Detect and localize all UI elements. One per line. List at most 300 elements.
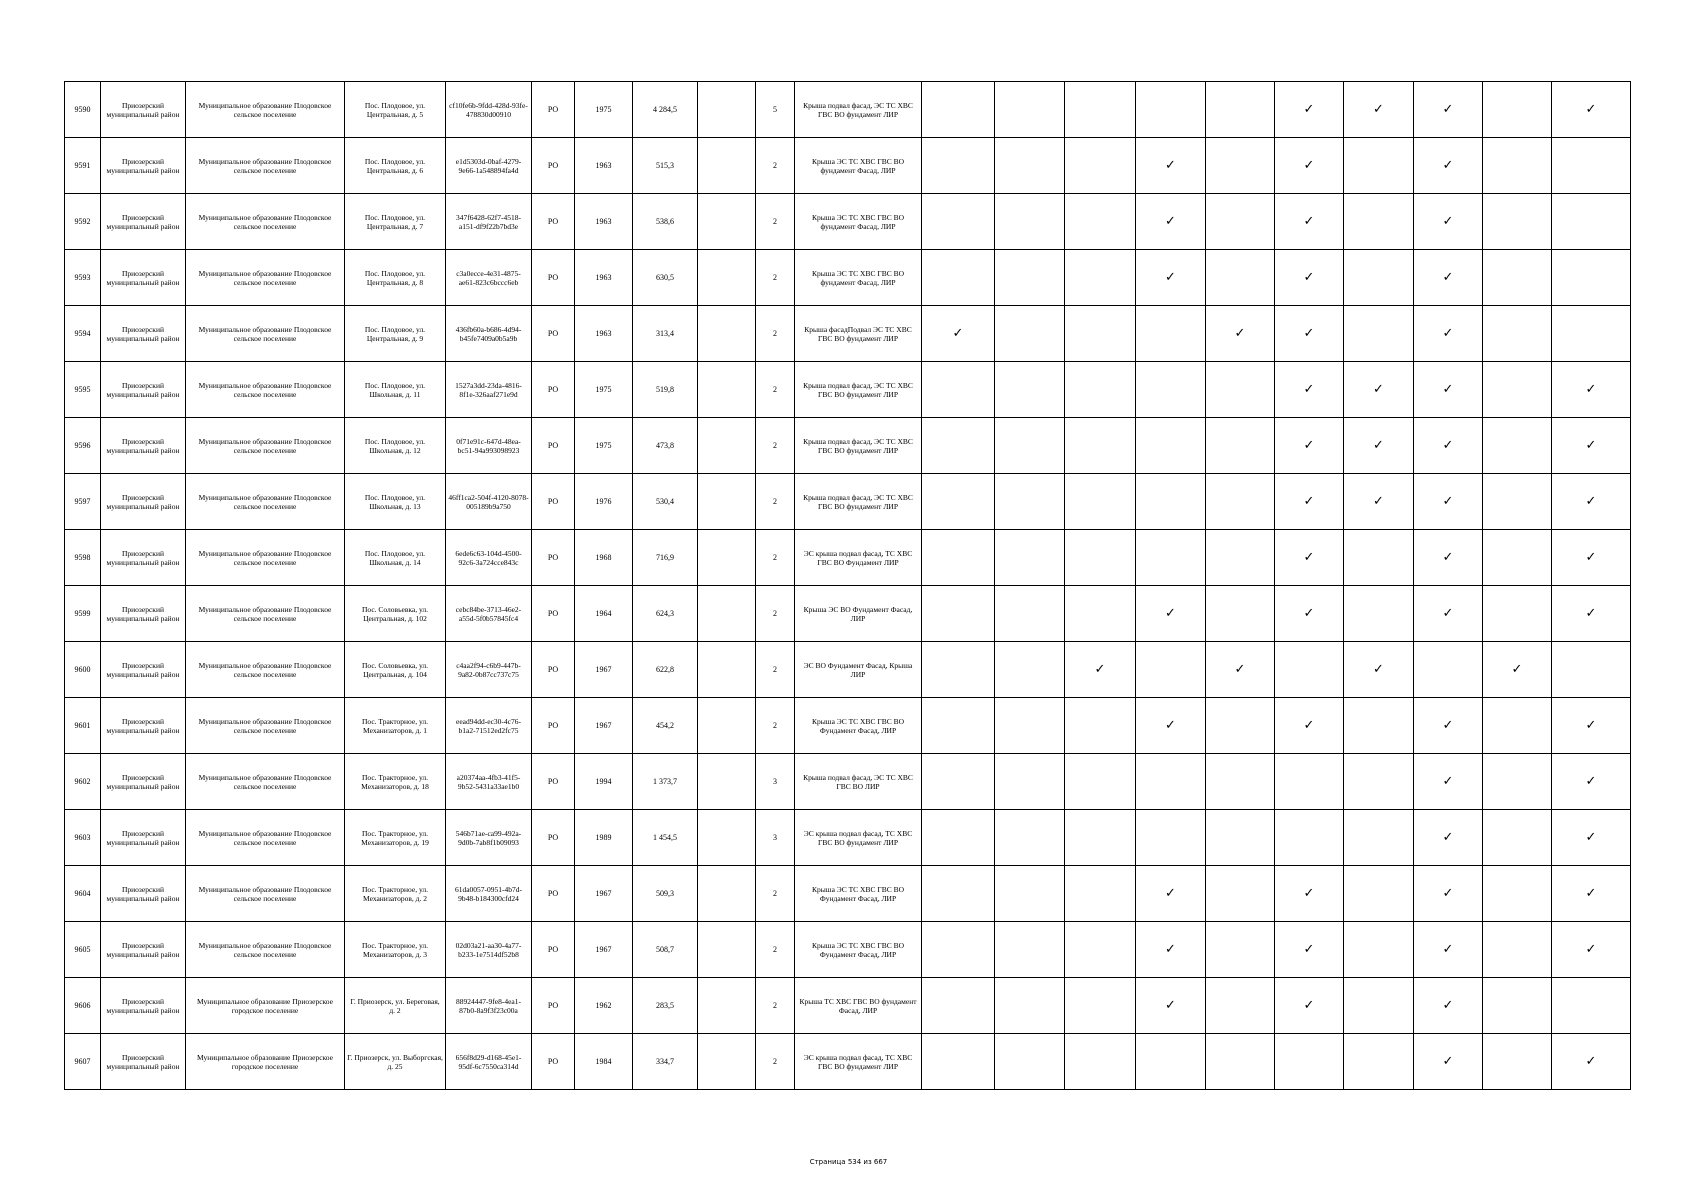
- empty-cell: [698, 698, 756, 754]
- empty-check-cell: [1065, 250, 1136, 306]
- build-year-cell: 1975: [575, 82, 633, 138]
- check-mark-icon: ✓: [1414, 586, 1483, 642]
- ownership-kind-cell: РО: [532, 82, 575, 138]
- guid-cell: 02d03a21-aa30-4a77-b233-1e7514df52b8: [446, 922, 532, 978]
- empty-check-cell: [922, 642, 995, 698]
- works-cell: Крыша подвал фасад, ЭС ТС ХВС ГВС ВО ЛИР: [795, 754, 922, 810]
- page-footer: Страница 534 из 667: [809, 1158, 888, 1166]
- empty-cell: [698, 194, 756, 250]
- area-cell: 509,3: [633, 866, 698, 922]
- empty-check-cell: [1136, 418, 1206, 474]
- check-mark-icon: ✓: [1344, 642, 1414, 698]
- empty-check-cell: [1206, 698, 1275, 754]
- guid-cell: 1527a3dd-23da-4816-8f1e-326aaf271e9d: [446, 362, 532, 418]
- empty-cell: [698, 810, 756, 866]
- check-mark-icon: ✓: [1344, 474, 1414, 530]
- empty-check-cell: [1275, 754, 1344, 810]
- check-mark-icon: ✓: [1552, 922, 1631, 978]
- check-mark-icon: ✓: [1275, 362, 1344, 418]
- works-cell: Крыша ЭС ТС ХВС ГВС ВО Фундамент Фасад, ЛИР: [795, 698, 922, 754]
- empty-check-cell: [1206, 530, 1275, 586]
- empty-check-cell: [922, 698, 995, 754]
- check-mark-icon: ✓: [1414, 810, 1483, 866]
- guid-cell: cebc84be-3713-46e2-a55d-5f0b57845fc4: [446, 586, 532, 642]
- empty-check-cell: [922, 866, 995, 922]
- floors-cell: 2: [756, 418, 795, 474]
- table-row: [65, 530, 1631, 586]
- empty-check-cell: [1206, 474, 1275, 530]
- address-cell: Пос. Плодовое, ул. Школьная, д. 14: [345, 530, 446, 586]
- empty-check-cell: [995, 362, 1065, 418]
- empty-check-cell: [1206, 586, 1275, 642]
- ownership-kind-cell: РО: [532, 754, 575, 810]
- guid-cell: 6ede6c63-104d-4500-92c6-3a724cce843c: [446, 530, 532, 586]
- empty-check-cell: [1344, 866, 1414, 922]
- address-cell: Пос. Соловьевка, ул. Центральная, д. 104: [345, 642, 446, 698]
- area-cell: 624,3: [633, 586, 698, 642]
- empty-check-cell: [922, 978, 995, 1034]
- row-number: 9592: [65, 194, 101, 250]
- empty-check-cell: [1344, 530, 1414, 586]
- empty-check-cell: [1136, 754, 1206, 810]
- address-cell: Пос. Плодовое, ул. Школьная, д. 12: [345, 418, 446, 474]
- check-mark-icon: ✓: [1136, 194, 1206, 250]
- empty-check-cell: [995, 306, 1065, 362]
- area-cell: 519,8: [633, 362, 698, 418]
- empty-check-cell: [1483, 362, 1552, 418]
- empty-check-cell: [1344, 250, 1414, 306]
- empty-check-cell: [1206, 922, 1275, 978]
- build-year-cell: 1967: [575, 922, 633, 978]
- address-cell: Г. Приозерск, ул. Выборгская, д. 25: [345, 1034, 446, 1090]
- works-cell: Крыша ЭС ТС ХВС ГВС ВО Фундамент Фасад, ЛИР: [795, 866, 922, 922]
- build-year-cell: 1994: [575, 754, 633, 810]
- floors-cell: 2: [756, 306, 795, 362]
- empty-check-cell: [1206, 1034, 1275, 1090]
- address-cell: Пос. Тракторное, ул. Механизаторов, д. 1: [345, 698, 446, 754]
- row-number: 9595: [65, 362, 101, 418]
- empty-cell: [698, 1034, 756, 1090]
- table-row: [65, 1034, 1631, 1090]
- district-cell: Приозерский муниципальный район: [101, 474, 186, 530]
- check-mark-icon: ✓: [1344, 418, 1414, 474]
- check-mark-icon: ✓: [1552, 698, 1631, 754]
- empty-check-cell: [1483, 138, 1552, 194]
- district-cell: Приозерский муниципальный район: [101, 586, 186, 642]
- table-row: [65, 82, 1631, 138]
- check-mark-icon: ✓: [1414, 250, 1483, 306]
- check-mark-icon: ✓: [1275, 138, 1344, 194]
- row-number: 9591: [65, 138, 101, 194]
- build-year-cell: 1963: [575, 306, 633, 362]
- area-cell: 538,6: [633, 194, 698, 250]
- floors-cell: 2: [756, 1034, 795, 1090]
- empty-check-cell: [1344, 810, 1414, 866]
- check-mark-icon: ✓: [1275, 698, 1344, 754]
- empty-check-cell: [1206, 362, 1275, 418]
- check-mark-icon: ✓: [1552, 530, 1631, 586]
- empty-check-cell: [922, 530, 995, 586]
- row-number: 9603: [65, 810, 101, 866]
- ownership-kind-cell: РО: [532, 922, 575, 978]
- check-mark-icon: ✓: [1065, 642, 1136, 698]
- empty-cell: [698, 754, 756, 810]
- floors-cell: 3: [756, 810, 795, 866]
- empty-check-cell: [1483, 194, 1552, 250]
- address-cell: Пос. Тракторное, ул. Механизаторов, д. 2: [345, 866, 446, 922]
- check-mark-icon: ✓: [1552, 810, 1631, 866]
- empty-check-cell: [1136, 810, 1206, 866]
- empty-check-cell: [922, 586, 995, 642]
- floors-cell: 2: [756, 194, 795, 250]
- empty-cell: [698, 306, 756, 362]
- guid-cell: 88924447-9fe8-4ea1-87b0-8a9f3f23c00a: [446, 978, 532, 1034]
- empty-check-cell: [1136, 362, 1206, 418]
- empty-check-cell: [1483, 530, 1552, 586]
- empty-check-cell: [995, 250, 1065, 306]
- build-year-cell: 1968: [575, 530, 633, 586]
- floors-cell: 5: [756, 82, 795, 138]
- district-cell: Приозерский муниципальный район: [101, 194, 186, 250]
- build-year-cell: 1984: [575, 1034, 633, 1090]
- empty-cell: [698, 586, 756, 642]
- row-number: 9606: [65, 978, 101, 1034]
- empty-check-cell: [1414, 642, 1483, 698]
- empty-check-cell: [1344, 586, 1414, 642]
- guid-cell: e1d5303d-0baf-4279-9e66-1a548894fa4d: [446, 138, 532, 194]
- empty-check-cell: [1344, 978, 1414, 1034]
- works-cell: ЭС крыша подвал фасад, ТС ХВС ГВС ВО Фундамент ЛИР: [795, 530, 922, 586]
- table-row: [65, 586, 1631, 642]
- check-mark-icon: ✓: [1414, 362, 1483, 418]
- empty-check-cell: [1206, 138, 1275, 194]
- district-cell: Приозерский муниципальный район: [101, 362, 186, 418]
- table-row: [65, 138, 1631, 194]
- works-cell: ЭС крыша подвал фасад, ТС ХВС ГВС ВО фундамент ЛИР: [795, 810, 922, 866]
- check-mark-icon: ✓: [1275, 530, 1344, 586]
- ownership-kind-cell: РО: [532, 978, 575, 1034]
- district-cell: Приозерский муниципальный район: [101, 922, 186, 978]
- municipality-cell: Муниципальное образование Плодовское сельское поселение: [186, 306, 345, 362]
- build-year-cell: 1967: [575, 642, 633, 698]
- area-cell: 515,3: [633, 138, 698, 194]
- check-mark-icon: ✓: [1136, 138, 1206, 194]
- district-cell: Приозерский муниципальный район: [101, 754, 186, 810]
- ownership-kind-cell: РО: [532, 586, 575, 642]
- guid-cell: 46ff1ca2-504f-4120-8078-005189b9a750: [446, 474, 532, 530]
- empty-check-cell: [995, 138, 1065, 194]
- municipality-cell: Муниципальное образование Плодовское сельское поселение: [186, 194, 345, 250]
- municipality-cell: Муниципальное образование Плодовское сельское поселение: [186, 586, 345, 642]
- municipality-cell: Муниципальное образование Приозерское городское поселение: [186, 978, 345, 1034]
- works-cell: ЭС ВО Фундамент Фасад, Крыша ЛИР: [795, 642, 922, 698]
- ownership-kind-cell: РО: [532, 810, 575, 866]
- empty-check-cell: [1344, 698, 1414, 754]
- table-row: [65, 810, 1631, 866]
- empty-check-cell: [995, 922, 1065, 978]
- check-mark-icon: ✓: [1275, 586, 1344, 642]
- district-cell: Приозерский муниципальный район: [101, 530, 186, 586]
- ownership-kind-cell: РО: [532, 1034, 575, 1090]
- guid-cell: c3a0ecce-4e31-4875-ae61-823c6bccc6eb: [446, 250, 532, 306]
- area-cell: 622,8: [633, 642, 698, 698]
- empty-check-cell: [1483, 418, 1552, 474]
- build-year-cell: 1963: [575, 250, 633, 306]
- municipality-cell: Муниципальное образование Плодовское сельское поселение: [186, 138, 345, 194]
- empty-check-cell: [1552, 250, 1631, 306]
- row-number: 9598: [65, 530, 101, 586]
- works-cell: Крыша ЭС ВО Фундамент Фасад, ЛИР: [795, 586, 922, 642]
- municipality-cell: Муниципальное образование Плодовское сельское поселение: [186, 922, 345, 978]
- empty-cell: [698, 362, 756, 418]
- ownership-kind-cell: РО: [532, 866, 575, 922]
- works-cell: Крыша подвал фасад, ЭС ТС ХВС ГВС ВО фундамент ЛИР: [795, 418, 922, 474]
- empty-check-cell: [922, 810, 995, 866]
- floors-cell: 2: [756, 138, 795, 194]
- empty-check-cell: [922, 82, 995, 138]
- empty-check-cell: [1483, 250, 1552, 306]
- table-row: [65, 418, 1631, 474]
- empty-check-cell: [995, 1034, 1065, 1090]
- empty-check-cell: [1206, 250, 1275, 306]
- check-mark-icon: ✓: [1414, 530, 1483, 586]
- empty-check-cell: [1344, 306, 1414, 362]
- table-row: [65, 866, 1631, 922]
- check-mark-icon: ✓: [1552, 866, 1631, 922]
- build-year-cell: 1967: [575, 698, 633, 754]
- row-number: 9605: [65, 922, 101, 978]
- empty-check-cell: [995, 810, 1065, 866]
- guid-cell: cf10fe6b-9fdd-428d-93fe-478830d00910: [446, 82, 532, 138]
- empty-check-cell: [922, 250, 995, 306]
- empty-check-cell: [1206, 82, 1275, 138]
- district-cell: Приозерский муниципальный район: [101, 138, 186, 194]
- area-cell: 716,9: [633, 530, 698, 586]
- check-mark-icon: ✓: [1552, 418, 1631, 474]
- empty-cell: [698, 82, 756, 138]
- empty-check-cell: [1344, 754, 1414, 810]
- check-mark-icon: ✓: [1275, 474, 1344, 530]
- empty-check-cell: [1206, 194, 1275, 250]
- empty-check-cell: [1552, 138, 1631, 194]
- row-number: 9602: [65, 754, 101, 810]
- check-mark-icon: ✓: [1414, 922, 1483, 978]
- floors-cell: 2: [756, 866, 795, 922]
- row-number: 9597: [65, 474, 101, 530]
- check-mark-icon: ✓: [1136, 698, 1206, 754]
- check-mark-icon: ✓: [1275, 418, 1344, 474]
- area-cell: 530,4: [633, 474, 698, 530]
- works-cell: Крыша подвал фасад, ЭС ТС ХВС ГВС ВО фундамент ЛИР: [795, 362, 922, 418]
- area-cell: 313,4: [633, 306, 698, 362]
- check-mark-icon: ✓: [1136, 866, 1206, 922]
- ownership-kind-cell: РО: [532, 138, 575, 194]
- check-mark-icon: ✓: [1414, 754, 1483, 810]
- empty-cell: [698, 866, 756, 922]
- district-cell: Приозерский муниципальный район: [101, 866, 186, 922]
- municipality-cell: Муниципальное образование Плодовское сельское поселение: [186, 810, 345, 866]
- works-cell: Крыша подвал фасад, ЭС ТС ХВС ГВС ВО фундамент ЛИР: [795, 474, 922, 530]
- empty-check-cell: [1136, 474, 1206, 530]
- check-mark-icon: ✓: [1414, 82, 1483, 138]
- area-cell: 283,5: [633, 978, 698, 1034]
- empty-check-cell: [1065, 922, 1136, 978]
- row-number: 9596: [65, 418, 101, 474]
- row-number: 9600: [65, 642, 101, 698]
- address-cell: Г. Приозерск, ул. Береговая, д. 2: [345, 978, 446, 1034]
- table-row: [65, 362, 1631, 418]
- municipality-cell: Муниципальное образование Плодовское сельское поселение: [186, 698, 345, 754]
- address-cell: Пос. Соловьевка, ул. Центральная, д. 102: [345, 586, 446, 642]
- empty-cell: [698, 642, 756, 698]
- check-mark-icon: ✓: [1552, 362, 1631, 418]
- build-year-cell: 1989: [575, 810, 633, 866]
- empty-check-cell: [1136, 306, 1206, 362]
- empty-cell: [698, 530, 756, 586]
- build-year-cell: 1967: [575, 866, 633, 922]
- area-cell: 473,8: [633, 418, 698, 474]
- guid-cell: eead94dd-ec30-4c76-b1a2-71512ed2fc75: [446, 698, 532, 754]
- table-row: [65, 922, 1631, 978]
- table-row: [65, 754, 1631, 810]
- municipality-cell: Муниципальное образование Плодовское сельское поселение: [186, 250, 345, 306]
- empty-check-cell: [1483, 698, 1552, 754]
- works-cell: Крыша ЭС ТС ХВС ГВС ВО фундамент Фасад, ЛИР: [795, 194, 922, 250]
- empty-check-cell: [1483, 586, 1552, 642]
- ownership-kind-cell: РО: [532, 250, 575, 306]
- check-mark-icon: ✓: [1414, 138, 1483, 194]
- address-cell: Пос. Плодовое, ул. Школьная, д. 11: [345, 362, 446, 418]
- empty-check-cell: [995, 474, 1065, 530]
- empty-check-cell: [1206, 754, 1275, 810]
- district-cell: Приозерский муниципальный район: [101, 82, 186, 138]
- ownership-kind-cell: РО: [532, 306, 575, 362]
- check-mark-icon: ✓: [1414, 1034, 1483, 1090]
- check-mark-icon: ✓: [1483, 642, 1552, 698]
- works-cell: Крыша ЭС ТС ХВС ГВС ВО фундамент Фасад, ЛИР: [795, 250, 922, 306]
- district-cell: Приозерский муниципальный район: [101, 250, 186, 306]
- area-cell: 334,7: [633, 1034, 698, 1090]
- ownership-kind-cell: РО: [532, 362, 575, 418]
- empty-cell: [698, 418, 756, 474]
- build-year-cell: 1976: [575, 474, 633, 530]
- empty-check-cell: [922, 474, 995, 530]
- empty-cell: [698, 250, 756, 306]
- check-mark-icon: ✓: [1552, 1034, 1631, 1090]
- district-cell: Приозерский муниципальный район: [101, 418, 186, 474]
- municipality-cell: Муниципальное образование Плодовское сельское поселение: [186, 754, 345, 810]
- floors-cell: 3: [756, 754, 795, 810]
- table-row: [65, 698, 1631, 754]
- empty-check-cell: [1065, 698, 1136, 754]
- build-year-cell: 1975: [575, 362, 633, 418]
- check-mark-icon: ✓: [1344, 362, 1414, 418]
- municipality-cell: Муниципальное образование Плодовское сельское поселение: [186, 474, 345, 530]
- empty-check-cell: [922, 138, 995, 194]
- empty-check-cell: [1065, 82, 1136, 138]
- floors-cell: 2: [756, 474, 795, 530]
- check-mark-icon: ✓: [922, 306, 995, 362]
- empty-check-cell: [1136, 530, 1206, 586]
- empty-check-cell: [1065, 138, 1136, 194]
- register-table: [64, 81, 1631, 1090]
- works-cell: Крыша ЭС ТС ХВС ГВС ВО фундамент Фасад, ЛИР: [795, 138, 922, 194]
- guid-cell: c4aa2f94-c6b9-447b-9a82-0b87cc737c75: [446, 642, 532, 698]
- table-row: [65, 642, 1631, 698]
- empty-check-cell: [1065, 978, 1136, 1034]
- empty-check-cell: [1483, 754, 1552, 810]
- municipality-cell: Муниципальное образование Плодовское сельское поселение: [186, 82, 345, 138]
- ownership-kind-cell: РО: [532, 418, 575, 474]
- floors-cell: 2: [756, 250, 795, 306]
- check-mark-icon: ✓: [1275, 250, 1344, 306]
- table-body: [65, 82, 1631, 1090]
- empty-check-cell: [922, 418, 995, 474]
- empty-check-cell: [1136, 1034, 1206, 1090]
- empty-check-cell: [922, 362, 995, 418]
- floors-cell: 2: [756, 586, 795, 642]
- address-cell: Пос. Тракторное, ул. Механизаторов, д. 3: [345, 922, 446, 978]
- empty-check-cell: [1552, 194, 1631, 250]
- ownership-kind-cell: РО: [532, 642, 575, 698]
- guid-cell: 656f8d29-d168-45e1-95df-6c7550ca314d: [446, 1034, 532, 1090]
- table-row: [65, 250, 1631, 306]
- check-mark-icon: ✓: [1206, 306, 1275, 362]
- row-number: 9593: [65, 250, 101, 306]
- floors-cell: 2: [756, 978, 795, 1034]
- row-number: 9590: [65, 82, 101, 138]
- check-mark-icon: ✓: [1552, 82, 1631, 138]
- municipality-cell: Муниципальное образование Плодовское сельское поселение: [186, 866, 345, 922]
- check-mark-icon: ✓: [1275, 306, 1344, 362]
- empty-check-cell: [1065, 1034, 1136, 1090]
- empty-check-cell: [922, 194, 995, 250]
- row-number: 9599: [65, 586, 101, 642]
- floors-cell: 2: [756, 642, 795, 698]
- guid-cell: 546b71ae-ca99-492a-9d0b-7ab8f1b09093: [446, 810, 532, 866]
- empty-check-cell: [922, 754, 995, 810]
- empty-check-cell: [995, 586, 1065, 642]
- ownership-kind-cell: РО: [532, 698, 575, 754]
- check-mark-icon: ✓: [1414, 194, 1483, 250]
- empty-check-cell: [1065, 810, 1136, 866]
- empty-cell: [698, 138, 756, 194]
- empty-check-cell: [1483, 474, 1552, 530]
- empty-check-cell: [995, 978, 1065, 1034]
- municipality-cell: Муниципальное образование Плодовское сельское поселение: [186, 362, 345, 418]
- check-mark-icon: ✓: [1552, 754, 1631, 810]
- empty-check-cell: [1344, 1034, 1414, 1090]
- empty-check-cell: [1065, 474, 1136, 530]
- empty-check-cell: [1065, 418, 1136, 474]
- empty-check-cell: [1065, 306, 1136, 362]
- check-mark-icon: ✓: [1136, 978, 1206, 1034]
- address-cell: Пос. Тракторное, ул. Механизаторов, д. 18: [345, 754, 446, 810]
- empty-check-cell: [1483, 306, 1552, 362]
- empty-check-cell: [1065, 586, 1136, 642]
- empty-check-cell: [995, 418, 1065, 474]
- district-cell: Приозерский муниципальный район: [101, 810, 186, 866]
- works-cell: Крыша ТС ХВС ГВС ВО фундамент Фасад, ЛИР: [795, 978, 922, 1034]
- municipality-cell: Муниципальное образование Плодовское сельское поселение: [186, 418, 345, 474]
- check-mark-icon: ✓: [1414, 306, 1483, 362]
- build-year-cell: 1963: [575, 194, 633, 250]
- works-cell: Крыша подвал фасад, ЭС ТС ХВС ГВС ВО фундамент ЛИР: [795, 82, 922, 138]
- area-cell: 454,2: [633, 698, 698, 754]
- area-cell: 508,7: [633, 922, 698, 978]
- empty-check-cell: [995, 82, 1065, 138]
- empty-check-cell: [1065, 362, 1136, 418]
